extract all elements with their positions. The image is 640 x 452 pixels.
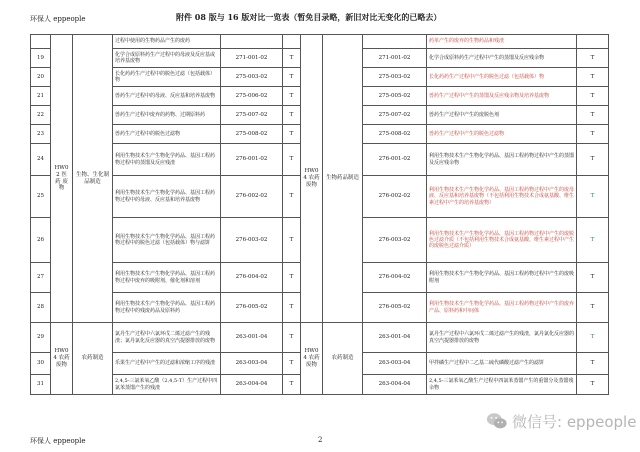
right-code-cell: 263-003-04 [363, 353, 427, 375]
right-code-cell: 276-005-02 [363, 293, 427, 323]
left-category-hw04: HW0 4 农药废物 [51, 323, 73, 395]
header-left-label: 环保人 eppeople [30, 15, 86, 23]
right-code-cell: 276-003-02 [363, 218, 427, 263]
right-description-cell: 利用生物技术生产生物化学药品、基因工程药物过程中产生的蒸馏及反应残余物 [427, 144, 577, 176]
left-description-cell: 兽药生产过程中的母液、反应基和培养基废物 [113, 87, 221, 106]
right-code-cell: 275-008-02 [363, 125, 427, 144]
left-code-cell: 276-002-02 [221, 176, 283, 218]
left-description-cell: 利用生物技术生产生物化学药品、基因工程药物过程中的脱色过滤（包括载体）物与滤饼 [113, 218, 221, 263]
left-hazard-cell: T [283, 144, 301, 176]
right-description-cell: 兽药生产过程中产生的脱色过滤物 [427, 125, 577, 144]
left-code-cell: 263-004-04 [221, 375, 283, 395]
right-code-cell: 275-003-02 [363, 68, 427, 87]
row-number-cell: 29 [31, 323, 51, 353]
left-description-cell: 利用生物技术生产生物化学药品、基因工程药物过程中的残废药品及原料药 [113, 293, 221, 323]
left-hazard-cell: T [283, 375, 301, 395]
row-number-cell: 28 [31, 293, 51, 323]
right-code-cell: 275-007-02 [363, 106, 427, 125]
left-code-cell: 271-001-02 [221, 49, 283, 68]
left-code-cell: 275-003-02 [221, 68, 283, 87]
row-number-cell: 30 [31, 353, 51, 375]
right-category-hw04: HW0 4 农药废物 [301, 323, 323, 395]
watermark-text: 微信号: eppeople [512, 412, 637, 431]
left-industry-label: 生物、生化制品制造 [75, 171, 109, 185]
right-hazard-cell: T [577, 106, 609, 125]
right-description-cell: 甲拌磷生产过程中二乙基二硫代磷酸过滤产生的滤饼 [427, 353, 577, 375]
table-row [31, 323, 609, 353]
right-hazard-cell: T [577, 176, 609, 218]
left-description-cell: 兽药生产过程中的脱色过滤物 [113, 125, 221, 144]
right-description-cell: 利用生物技术生产生物化学药品、基因工程药物过程中产生的废母液、反应基和培养基废物（不包括利用生物技术合成氨基酸、维生素过程中产生的培养基废物） [427, 176, 577, 218]
left-hazard-cell: T [283, 68, 301, 87]
left-hazard-cell: T [283, 323, 301, 353]
left-hazard-cell: T [283, 49, 301, 68]
right-code-cell: 263-004-04 [363, 375, 427, 395]
left-code-cell: 276-001-02 [221, 144, 283, 176]
right-code-cell: 276-001-02 [363, 144, 427, 176]
left-description-cell: 利用生物技术生产生物化学药品、基因工程药物过程中废弃的吸附剂、催化剂和溶剂 [113, 263, 221, 293]
left-description-cell: 长化药药生产过程中的脱色过滤（包括载体）物 [113, 68, 221, 87]
right-industry-pharma: 生物药品制造 [323, 35, 363, 323]
row-number-cell: 26 [31, 218, 51, 263]
row-number-cell: 23 [31, 125, 51, 144]
left-code-cell [221, 35, 283, 49]
right-hazard-cell: T [577, 353, 609, 375]
row-number-cell: 24 [31, 144, 51, 176]
left-description-cell: 化学合成原料药生产过程中的母液及反应基或培养基废物 [113, 49, 221, 68]
right-description-cell: 2,4,5-三氯苯氧乙酸生产过程中四氯苯蒸馏产生的重馏分及蒸馏残余物 [427, 375, 577, 395]
left-code-cell: 276-005-02 [221, 293, 283, 323]
left-industry-pharma [73, 35, 113, 323]
right-description-cell: 兽药生产过程中产生的蒸馏及反应残余物及培养基废物 [427, 87, 577, 106]
page-number: 2 [318, 436, 323, 444]
right-description-cell: 氯丹生产过程中六氯环戊二烯过滤产生的残渣，氯丹氯化反应器的真空汽提器排放的废物 [427, 323, 577, 353]
right-description-cell: 药单产生的废弃的生物药品和残渣 [427, 35, 577, 49]
row-number-cell [31, 35, 51, 49]
right-description-cell: 化学合成原料药生产过程中产生的蒸馏及反应残余物 [427, 49, 577, 68]
row-number-cell: 22 [31, 106, 51, 125]
left-hazard-cell [283, 35, 301, 49]
wechat-watermark [486, 410, 636, 432]
left-description-cell: 利用生物技术生产生物化学药品、基因工程药物过程中的母液、反应基和培养基废物 [113, 176, 221, 218]
left-description-cell: 2,4,5-三氯苯氧乙酸（2,4,5-T）生产过程中四氯苯蒸馏产生的残渣 [113, 375, 221, 395]
left-code-cell: 275-008-02 [221, 125, 283, 144]
right-hazard-cell: T [577, 125, 609, 144]
right-industry-pesticide: 农药制造 [323, 323, 363, 395]
left-description-cell: 乐果生产过程中产生的过滤和浓缩工序的残渣 [113, 353, 221, 375]
right-hazard-cell: T [577, 375, 609, 395]
left-category-hw02: HW0 2 医 药 废 物 [51, 35, 73, 323]
right-hazard-cell: T [577, 323, 609, 353]
right-hazard-cell [577, 35, 609, 49]
row-number-cell: 21 [31, 87, 51, 106]
right-description-cell: 长化药药生产过程中产生的脱色过滤（包括载体）物 [427, 68, 577, 87]
row-number-cell: 19 [31, 49, 51, 68]
right-code-cell: 271-001-02 [363, 49, 427, 68]
table-row [31, 35, 609, 49]
right-hazard-cell: T [577, 293, 609, 323]
right-code-cell: 275-005-02 [363, 87, 427, 106]
left-industry-pesticide: 农药制造 [73, 323, 113, 395]
right-description-cell: 利用生物技术生产生物化学药品、基因工程药物过程中产生的废脱色过滤介质（不包括利用生物技术合成氨基酸、维生素过程中产生的废脱色过滤介质） [427, 218, 577, 263]
right-description-cell: 兽药生产过程中产生的废脱色剂 [427, 106, 577, 125]
right-code-cell: 276-004-02 [363, 263, 427, 293]
right-hazard-cell: T [577, 144, 609, 176]
left-hazard-cell: T [283, 353, 301, 375]
comparison-table [30, 34, 609, 395]
right-category-hw02: HW0 4 农药废物 [301, 35, 323, 323]
left-code-cell: 276-004-02 [221, 263, 283, 293]
right-description-cell: 利用生物技术生产生物化学药品、基因工程药物过程中产生的废弃产品、原料药和中间体 [427, 293, 577, 323]
right-hazard-cell: T [577, 218, 609, 263]
footer-left-label: 环保人 eppeople [30, 437, 86, 445]
left-hazard-cell: T [283, 263, 301, 293]
left-description-cell: 兽药生产过程中废弃的药物、过期原料药 [113, 106, 221, 125]
right-hazard-cell: T [577, 49, 609, 68]
row-number-cell: 27 [31, 263, 51, 293]
left-description-cell: 过程中使用的生物药品产生的废药 [113, 35, 221, 49]
row-number-cell: 25 [31, 176, 51, 218]
left-code-cell: 275-007-02 [221, 106, 283, 125]
left-description-cell: 氯丹生产过程中六氯环戊二烯过滤产生的残渣；氯丹氯化反应器的真空汽提器排放的废物 [113, 323, 221, 353]
right-code-cell: 263-001-04 [363, 323, 427, 353]
page-title: 附件 08 版与 16 版对比一览表（暂免目录略，新旧对比无变化的已略去） [176, 12, 442, 22]
left-code-cell: 263-003-04 [221, 353, 283, 375]
wechat-icon [486, 410, 508, 432]
left-description-cell: 利用生物技术生产生物化学药品、基因工程药物过程中的蒸馏及反应残渣 [113, 144, 221, 176]
right-code-cell [363, 35, 427, 49]
left-code-cell: 263-001-04 [221, 323, 283, 353]
row-number-cell: 20 [31, 68, 51, 87]
right-hazard-cell: T [577, 68, 609, 87]
left-hazard-cell: T [283, 106, 301, 125]
left-code-cell: 275-006-02 [221, 87, 283, 106]
left-hazard-cell: T [283, 293, 301, 323]
right-hazard-cell: T [577, 263, 609, 293]
right-description-cell: 利用生物技术生产生物化学药品、基因工程药物过程中产生的废吸附剂 [427, 263, 577, 293]
left-hazard-cell: T [283, 125, 301, 144]
right-hazard-cell: T [577, 87, 609, 106]
left-code-cell: 276-003-02 [221, 218, 283, 263]
left-hazard-cell: T [283, 176, 301, 218]
left-hazard-cell: T [283, 218, 301, 263]
left-hazard-cell: T [283, 87, 301, 106]
row-number-cell: 31 [31, 375, 51, 395]
right-code-cell: 276-002-02 [363, 176, 427, 218]
